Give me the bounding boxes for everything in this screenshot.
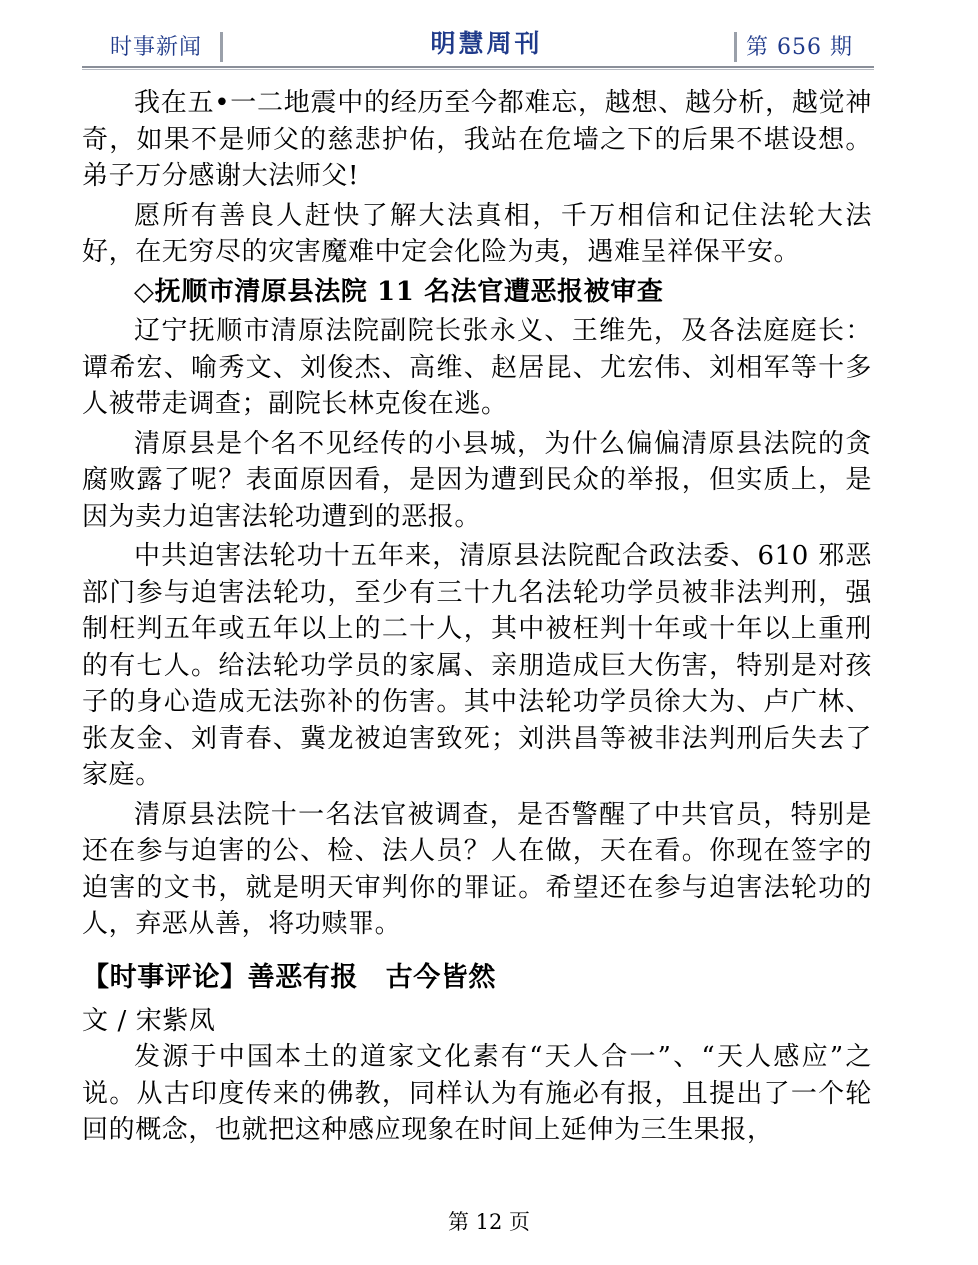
issue-number: 第 656 期 bbox=[746, 35, 853, 60]
paragraph: 辽宁抚顺市清原法院副院长张永义、王维先，及各法庭庭长：谭希宏、喻秀文、刘俊杰、高维、赵居昆、尤宏伟、刘相军等十多人被带走调查；副院长林克俊在逃。 bbox=[82, 316, 872, 419]
paragraph: 愿所有善良人赶快了解大法真相，千万相信和记住法轮大法好，在无穷尽的灾害魔难中定会化险为夷，遇难呈祥保平安。 bbox=[82, 200, 872, 267]
paragraph: 中共迫害法轮功十五年来，清原县法院配合政法委、610 邪恶部门参与迫害法轮功，至少有三十九名法轮功学员被非法判刑，强制枉判五年或五年以上的二十人，其中被枉判十年或十年以上重刑的有七人。给法轮功学员的家属、亲朋造成巨大伤害，特别是对孩子的身心造成无法弥补的伤害。其中法轮功学员徐大为、卢广林、张友金、刘青春、冀龙被迫害致死；刘洪昌等被非法判刑后失去了家庭。 bbox=[82, 541, 872, 790]
news-subheading: ◇抚顺市清原县法院 11 名法官遭恶报被审查 bbox=[134, 276, 664, 307]
paragraph: 清原县法院十一名法官被调查，是否警醒了中共官员，特别是还在参与迫害的公、检、法人员？人在做，天在看。你现在签字的迫害的文书，就是明天审判你的罪证。希望还在参与迫害法轮功的人，弃恶从善，将功赎罪。 bbox=[82, 799, 872, 939]
author-byline: 文 / 宋紫凤 bbox=[82, 1005, 216, 1036]
page-number: 第 12 页 bbox=[447, 1210, 531, 1234]
header-rule-thin bbox=[82, 69, 874, 70]
header-section-label: 时事新闻 bbox=[110, 35, 203, 60]
section-title: 【时事评论】善恶有报 古今皆然 bbox=[82, 961, 496, 993]
article-body bbox=[82, 85, 872, 1149]
paragraph: 我在五•一二地震中的经历至今都难忘，越想、越分析，越觉神奇，如果不是师父的慈悲护佑，我站在危墙之下的后果不堪设想。弟子万分感谢大法师父! bbox=[82, 88, 872, 191]
header-rule bbox=[82, 66, 874, 68]
header-divider-right bbox=[734, 32, 737, 62]
publication-title: 明慧周刊 bbox=[430, 29, 543, 58]
page-header bbox=[82, 22, 874, 68]
paragraph: 发源于中国本土的道家文化素有“天人合一”、“天人感应”之说。从古印度传来的佛教，同样认为有施必有报，且提出了一个轮回的概念，也就把这种感应现象在时间上延伸为三生果报， bbox=[82, 1042, 872, 1145]
header-divider-left bbox=[220, 32, 223, 62]
paragraph: 清原县是个名不见经传的小县城，为什么偏偏清原县法院的贪腐败露了呢？表面原因看，是因为遭到民众的举报，但实质上，是因为卖力迫害法轮功遭到的恶报。 bbox=[82, 428, 872, 532]
